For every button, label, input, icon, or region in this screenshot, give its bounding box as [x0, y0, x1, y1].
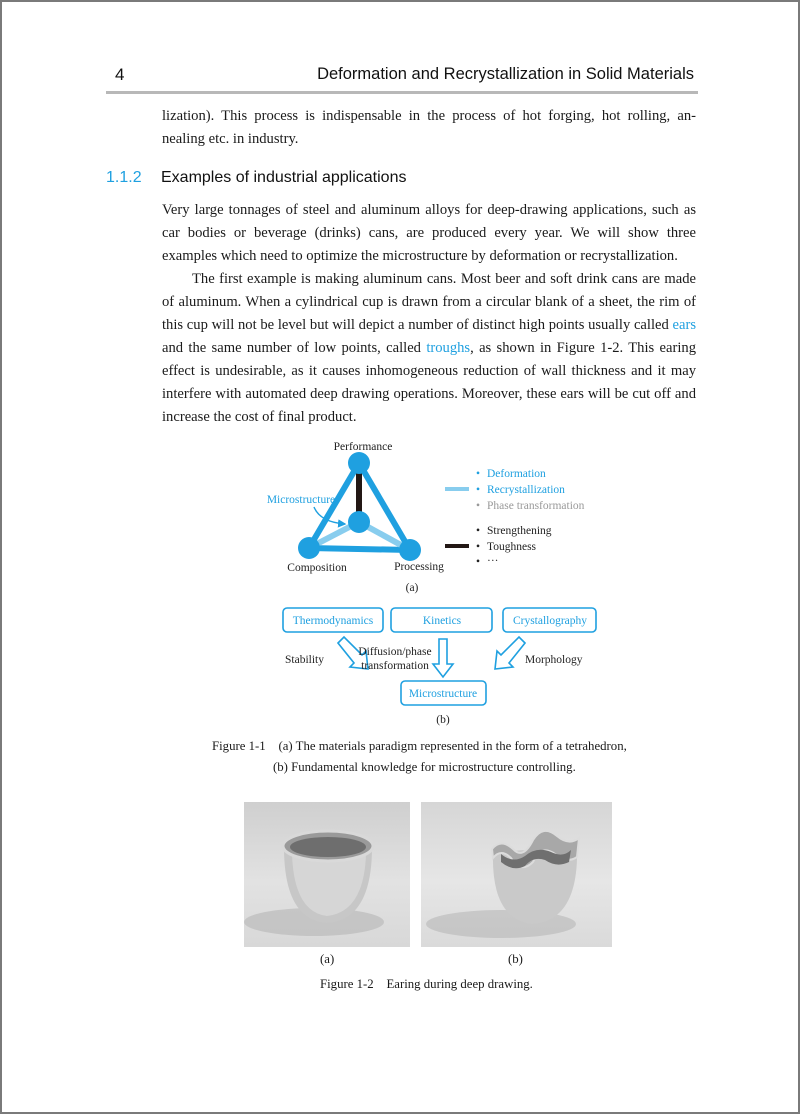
intro-line-2: nealing etc. in industry.: [162, 131, 299, 147]
label-stability: Stability: [285, 654, 324, 666]
legend-bullet: •: [476, 556, 481, 568]
label-part-a: (a): [405, 582, 419, 594]
legend-bullet: •: [476, 468, 481, 480]
legend-light-bar: [445, 487, 469, 491]
label-diffusion-phase: Diffusion/phase: [358, 646, 432, 658]
node-composition: [298, 537, 320, 559]
paragraph-2-part-1: The first example is making aluminum cans. Most beer and soft drink cans are made of aluminum. When a cylindrical cup is drawn from a circular blank of a sheet, the rim of this cup will not be level but will depict a number of distinct high points usually called: [162, 271, 696, 333]
legend-bullet: •: [476, 525, 481, 537]
photo-cup-eared-rim: [421, 802, 612, 947]
legend-bullet: •: [476, 500, 481, 512]
box-microstructure-label: Microstructure: [408, 688, 478, 700]
label-part-b: (b): [436, 714, 450, 726]
intro-line-1: lization). This process is indispensable in the process of hot forging, hot rolling, an-: [162, 108, 696, 124]
legend-dark-bar: [445, 544, 469, 548]
label-composition: Composition: [287, 562, 347, 574]
arrow-crystallography-to-microstructure: [495, 637, 525, 669]
tetrahedron-diagram: [267, 441, 444, 594]
legend-deformation: Deformation: [487, 468, 546, 480]
arrow-kinetics-to-microstructure: [433, 639, 453, 677]
running-title: Deformation and Recrystallization in Solid Materials: [317, 65, 694, 83]
legend-bullet: •: [476, 484, 481, 496]
section-title: Examples of industrial applications: [161, 169, 407, 186]
box-thermodynamics-label: Thermodynamics: [292, 615, 374, 627]
photo-cup-level-rim: [244, 802, 410, 947]
figure-1-1-caption: [212, 736, 652, 778]
paragraph-2-part-3: , as shown in Figure 1-2. This earing effect is undesirable, as it causes inhomogeneous reduction of wall thickness and it may interfere with automated deep drawing operations. Moreover, these ears will be cut off and increase the cost of final product.: [162, 340, 697, 425]
figure-1-2-label-a: (a): [320, 952, 335, 966]
figure-1-1: [2, 2, 800, 742]
cup-illustration-a: [244, 802, 410, 947]
legend-toughness: Toughness: [487, 541, 537, 553]
legend-recrystallization: Recrystallization: [487, 484, 565, 496]
node-microstructure: [348, 511, 370, 533]
term-ears: ears: [672, 317, 696, 333]
section-number: 1.1.2: [106, 169, 142, 186]
box-crystallography-label: Crystallography: [512, 615, 588, 627]
cup-illustration-b: [421, 802, 612, 947]
edge-composition-processing: [309, 548, 410, 550]
paragraph-1-text: Very large tonnages of steel and aluminum alloys for deep-drawing applications, such as car bodies or beverage (drinks) cans, are produced every year. We will show three examples which need to optimize the microstructure by deformation or recrystallization.: [162, 202, 696, 264]
label-transformation: transformation: [361, 660, 429, 672]
label-processing: Processing: [394, 561, 444, 573]
legend-bullet: •: [476, 541, 481, 553]
tetrahedron-legend: [445, 468, 585, 568]
knowledge-flow-diagram: [283, 608, 596, 726]
term-troughs: troughs: [426, 340, 471, 356]
box-kinetics-label: Kinetics: [422, 615, 462, 627]
legend-ellipsis: ···: [487, 555, 499, 567]
node-performance: [348, 452, 370, 474]
label-performance: Performance: [333, 441, 393, 453]
figure-1-2-caption: Figure 1-2 Earing during deep drawing.: [320, 977, 533, 991]
page-number: 4: [115, 65, 125, 84]
legend-strengthening: Strengthening: [487, 525, 552, 537]
legend-phase-transformation: Phase transformation: [487, 500, 585, 512]
figure-1-2-label-b: (b): [508, 952, 523, 966]
paragraph-2-part-2: and the same number of low points, called: [162, 340, 427, 356]
node-processing: [399, 539, 421, 561]
caption-1-line-2: (b) Fundamental knowledge for microstructure controlling.: [273, 760, 576, 774]
label-microstructure: Microstructure: [266, 494, 336, 506]
label-morphology: Morphology: [525, 654, 583, 666]
caption-1-line-1: Figure 1-1 (a) The materials paradigm represented in the form of a tetrahedron,: [212, 739, 627, 753]
